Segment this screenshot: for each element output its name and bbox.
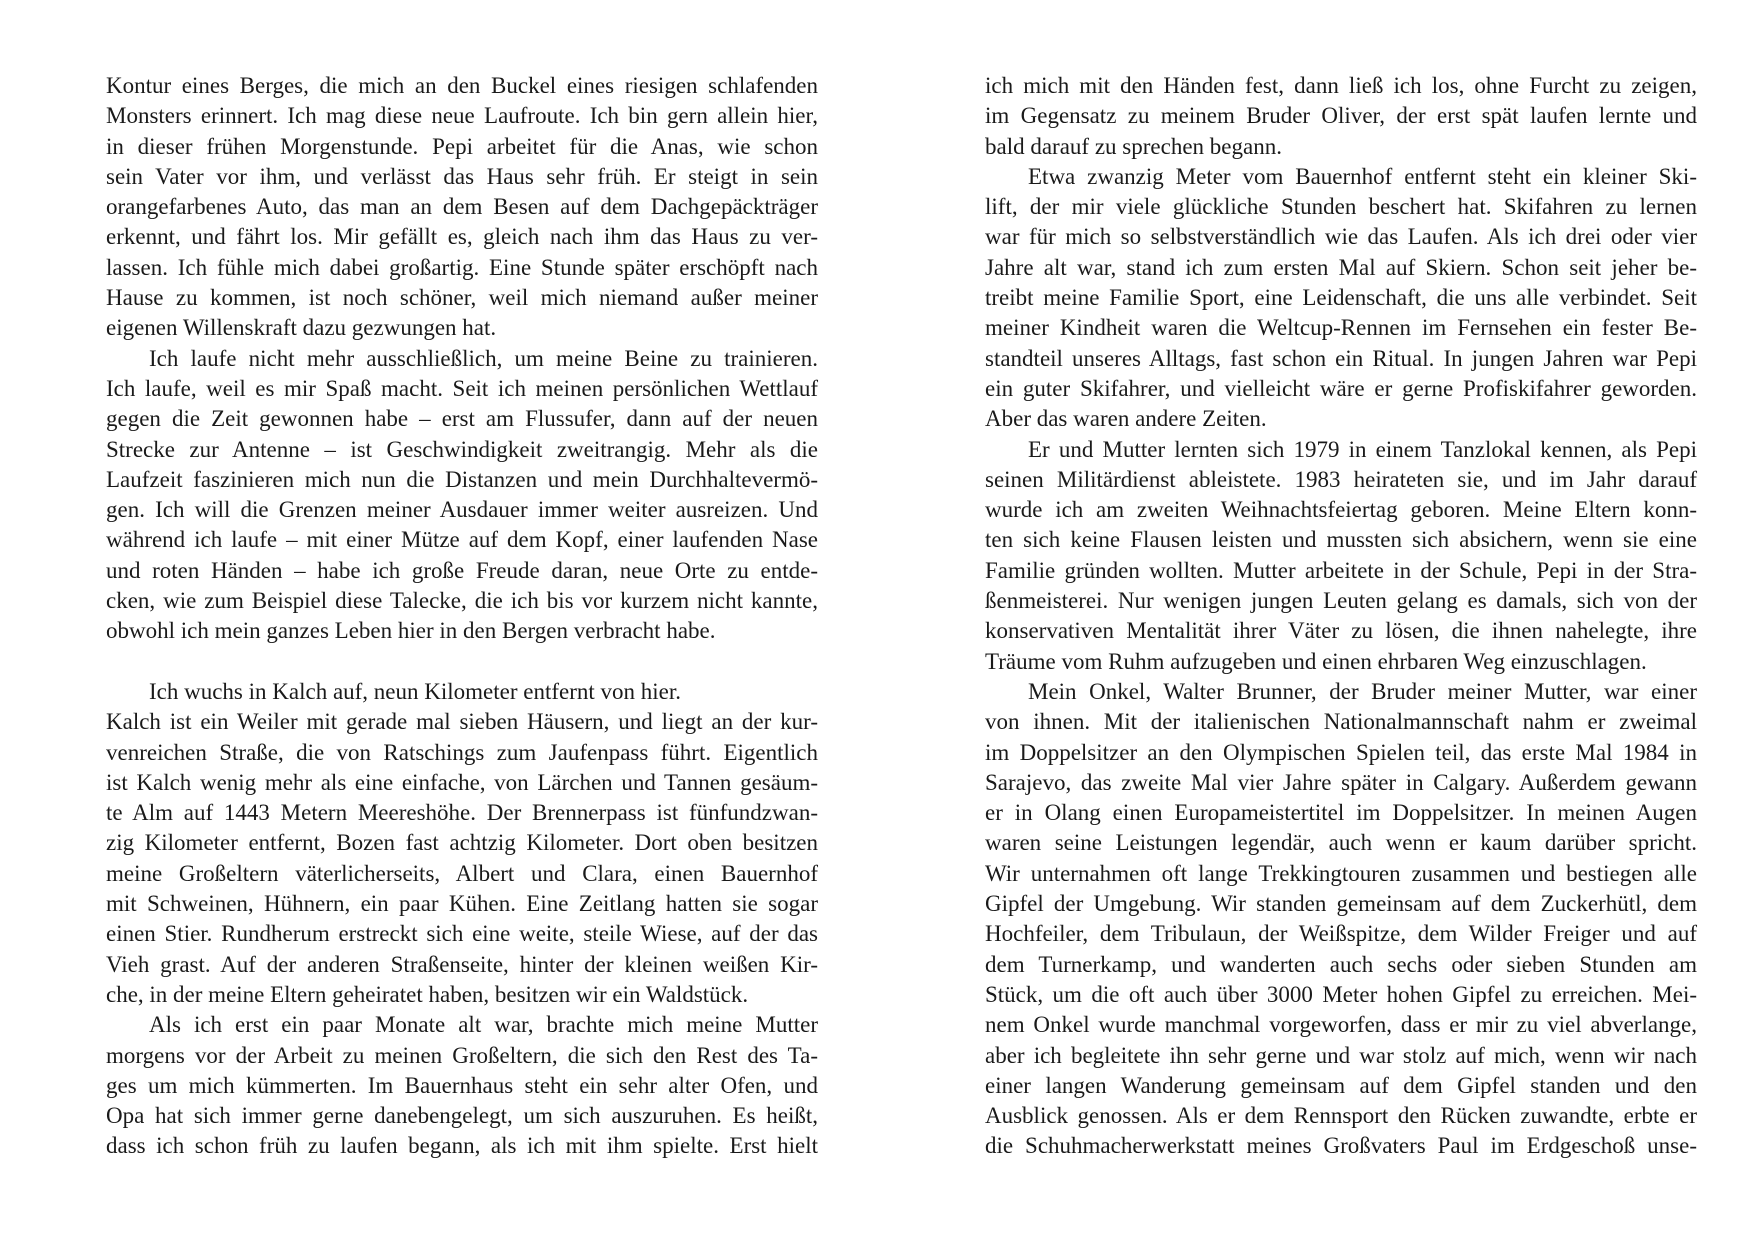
text-line: Mein Onkel, Walter Brunner, der Bruder meiner Mutter, war einer bbox=[1028, 678, 1697, 704]
text-line: Hochfeiler, dem Tribulaun, der Weißspitze, dem Wilder Freiger und auf bbox=[985, 921, 1697, 947]
text-line: gen. Ich will die Grenzen meiner Ausdauer immer weiter ausreizen. Und bbox=[106, 497, 818, 523]
text-line: standteil unseres Alltags, fast schon ein Ritual. In jungen Jahren war Pepi bbox=[985, 345, 1697, 371]
text-line: Kalch ist ein Weiler mit gerade mal sieben Häusern, und liegt an der kur- bbox=[106, 709, 818, 735]
text-line: nem Onkel wurde manchmal vorgeworfen, dass er mir zu viel abverlange, bbox=[985, 1012, 1697, 1038]
text-line: Aber das waren andere Zeiten. bbox=[985, 406, 1267, 432]
right-page bbox=[985, 71, 1697, 1162]
text-line: lift, der mir viele glückliche Stunden beschert hat. Skifahren zu lernen bbox=[985, 194, 1697, 220]
text-line: dass ich schon früh zu laufen begann, als ich mit ihm spielte. Erst hielt bbox=[106, 1133, 818, 1159]
text-line: Laufzeit faszinieren mich nun die Distanzen und mein Durchhaltevermö- bbox=[106, 466, 818, 492]
text-line: Ich wuchs in Kalch auf, neun Kilometer entfernt von hier. bbox=[149, 678, 682, 704]
text-line: und roten Händen – habe ich große Freude daran, neue Orte zu entde- bbox=[106, 557, 818, 583]
text-line: ges um mich kümmerten. Im Bauernhaus steht ein sehr alter Ofen, und bbox=[106, 1072, 818, 1098]
text-line: war für mich so selbstverständlich wie das Laufen. Als ich drei oder vier bbox=[985, 224, 1697, 250]
text-line: im Gegensatz zu meinem Bruder Oliver, der erst spät laufen lernte und bbox=[985, 103, 1697, 129]
text-line: dem Turnerkamp, und wanderten auch sechs oder sieben Stunden am bbox=[985, 951, 1697, 977]
text-line: te Alm auf 1443 Metern Meereshöhe. Der Brennerpass ist fünfundzwan- bbox=[106, 800, 818, 826]
text-line: gegen die Zeit gewonnen habe – erst am Flussufer, dann auf der neuen bbox=[106, 406, 818, 432]
text-line: Sarajevo, das zweite Mal vier Jahre später in Calgary. Außerdem gewann bbox=[985, 769, 1697, 795]
text-line: orangefarbenes Auto, das man an dem Besen auf dem Dachgepäckträger bbox=[106, 194, 818, 220]
text-line: konservativen Mentalität ihrer Väter zu lösen, die ihnen nahelegte, ihre bbox=[985, 618, 1697, 644]
text-line: Stück, um die oft auch über 3000 Meter hohen Gipfel zu erreichen. Mei- bbox=[985, 981, 1697, 1007]
text-line: ßenmeisterei. Nur wenigen jungen Leuten gelang es damals, sich von der bbox=[985, 588, 1697, 614]
text-line: Ich laufe, weil es mir Spaß macht. Seit ich meinen persönlichen Wettlauf bbox=[106, 375, 818, 401]
text-line: Er und Mutter lernten sich 1979 in einem Tanzlokal kennen, als Pepi bbox=[1028, 436, 1697, 462]
text-line: venreichen Straße, die von Ratschings zum Jaufenpass führt. Eigentlich bbox=[106, 739, 818, 765]
text-line: morgens vor der Arbeit zu meinen Großeltern, die sich den Rest des Ta- bbox=[106, 1042, 818, 1068]
text-line: Vieh grast. Auf der anderen Straßenseite, hinter der kleinen weißen Kir- bbox=[106, 951, 818, 977]
text-line: einer langen Wanderung gemeinsam auf dem Gipfel standen und den bbox=[985, 1072, 1697, 1098]
text-line: Gipfel der Umgebung. Wir standen gemeinsam auf dem Zuckerhütl, dem bbox=[985, 891, 1697, 917]
text-line: Ausblick genossen. Als er dem Rennsport den Rücken zuwandte, erbte er bbox=[985, 1103, 1697, 1129]
left-page bbox=[106, 71, 818, 1162]
text-line: zig Kilometer entfernt, Bozen fast achtzig Kilometer. Dort oben besitzen bbox=[106, 830, 818, 856]
text-line: Hause zu kommen, ist noch schöner, weil mich niemand außer meiner bbox=[106, 285, 818, 311]
text-line: eigenen Willenskraft dazu gezwungen hat. bbox=[106, 315, 497, 341]
text-line: ein guter Skifahrer, und vielleicht wäre er gerne Profiskifahrer geworden. bbox=[985, 375, 1697, 401]
text-line: seinen Militärdienst ableistete. 1983 heirateten sie, und im Jahr darauf bbox=[985, 466, 1697, 492]
text-line: wurde ich am zweiten Weihnachtsfeiertag geboren. Meine Eltern konn- bbox=[985, 497, 1697, 523]
text-line: bald darauf zu sprechen begann. bbox=[985, 133, 1282, 159]
text-line: treibt meine Familie Sport, eine Leidenschaft, die uns alle verbindet. Seit bbox=[985, 285, 1697, 311]
text-line: Träume vom Ruhm aufzugeben und einen ehrbaren Weg einzuschlagen. bbox=[985, 648, 1647, 674]
text-line: Monsters erinnert. Ich mag diese neue Laufroute. Ich bin gern allein hier, bbox=[106, 103, 818, 129]
text-line: meiner Kindheit waren die Weltcup-Rennen im Fernsehen ein fester Be- bbox=[985, 315, 1697, 341]
text-line: Strecke zur Antenne – ist Geschwindigkeit zweitrangig. Mehr als die bbox=[106, 436, 818, 462]
text-line: Opa hat sich immer gerne danebengelegt, um sich auszuruhen. Es heißt, bbox=[106, 1103, 818, 1129]
text-line: die Schuhmacherwerkstatt meines Großvaters Paul im Erdgeschoß unse- bbox=[985, 1133, 1697, 1159]
text-line: obwohl ich mein ganzes Leben hier in den Bergen verbracht habe. bbox=[106, 618, 716, 644]
text-line: ich mich mit den Händen fest, dann ließ ich los, ohne Furcht zu zeigen, bbox=[985, 73, 1697, 98]
text-line: erkennt, und fährt los. Mir gefällt es, gleich nach ihm das Haus zu ver- bbox=[106, 224, 818, 250]
text-line: sein Vater vor ihm, und verlässt das Haus sehr früh. Er steigt in sein bbox=[106, 163, 818, 189]
text-line: che, in der meine Eltern geheiratet haben, besitzen wir ein Waldstück. bbox=[106, 981, 749, 1007]
text-line: cken, wie zum Beispiel diese Talecke, die ich bis vor kurzem nicht kannte, bbox=[106, 588, 818, 614]
text-line: im Doppelsitzer an den Olympischen Spielen teil, das erste Mal 1984 in bbox=[985, 739, 1697, 765]
text-line: er in Olang einen Europameistertitel im Doppelsitzer. In meinen Augen bbox=[985, 800, 1697, 826]
text-line: von ihnen. Mit der italienischen Nationalmannschaft nahm er zweimal bbox=[985, 709, 1697, 735]
text-line: Als ich erst ein paar Monate alt war, brachte mich meine Mutter bbox=[149, 1012, 818, 1038]
text-line: aber ich begleitete ihn sehr gerne und war stolz auf mich, wenn wir nach bbox=[985, 1042, 1697, 1068]
text-line: Familie gründen wollten. Mutter arbeitete in der Schule, Pepi in der Stra- bbox=[985, 557, 1697, 583]
text-line: in dieser frühen Morgenstunde. Pepi arbeitet für die Anas, wie schon bbox=[106, 133, 818, 159]
text-line: Ich laufe nicht mehr ausschließlich, um meine Beine zu trainieren. bbox=[149, 345, 818, 371]
text-line: Wir unternahmen oft lange Trekkingtouren zusammen und bestiegen alle bbox=[985, 860, 1697, 886]
text-line: lassen. Ich fühle mich dabei großartig. Eine Stunde später erschöpft nach bbox=[106, 254, 818, 280]
text-line: ist Kalch wenig mehr als eine einfache, von Lärchen und Tannen gesäum- bbox=[106, 769, 818, 795]
text-line: ten sich keine Flausen leisten und mussten sich absichern, wenn sie eine bbox=[985, 527, 1697, 553]
text-line: mit Schweinen, Hühnern, ein paar Kühen. Eine Zeitlang hatten sie sogar bbox=[106, 891, 818, 917]
text-line: waren seine Leistungen legendär, auch wenn er kaum darüber spricht. bbox=[985, 830, 1697, 856]
text-line: einen Stier. Rundherum erstreckt sich eine weite, steile Wiese, auf der das bbox=[106, 921, 818, 947]
text-line: Etwa zwanzig Meter vom Bauernhof entfernt steht ein kleiner Ski- bbox=[1028, 163, 1697, 189]
text-line: Jahre alt war, stand ich zum ersten Mal auf Skiern. Schon seit jeher be- bbox=[985, 254, 1697, 280]
text-line bbox=[106, 647, 818, 677]
text-line: Kontur eines Berges, die mich an den Buckel eines riesigen schlafenden bbox=[106, 73, 818, 98]
text-line: während ich laufe – mit einer Mütze auf dem Kopf, einer laufenden Nase bbox=[106, 527, 818, 553]
text-line: meine Großeltern väterlicherseits, Albert und Clara, einen Bauernhof bbox=[106, 860, 818, 886]
